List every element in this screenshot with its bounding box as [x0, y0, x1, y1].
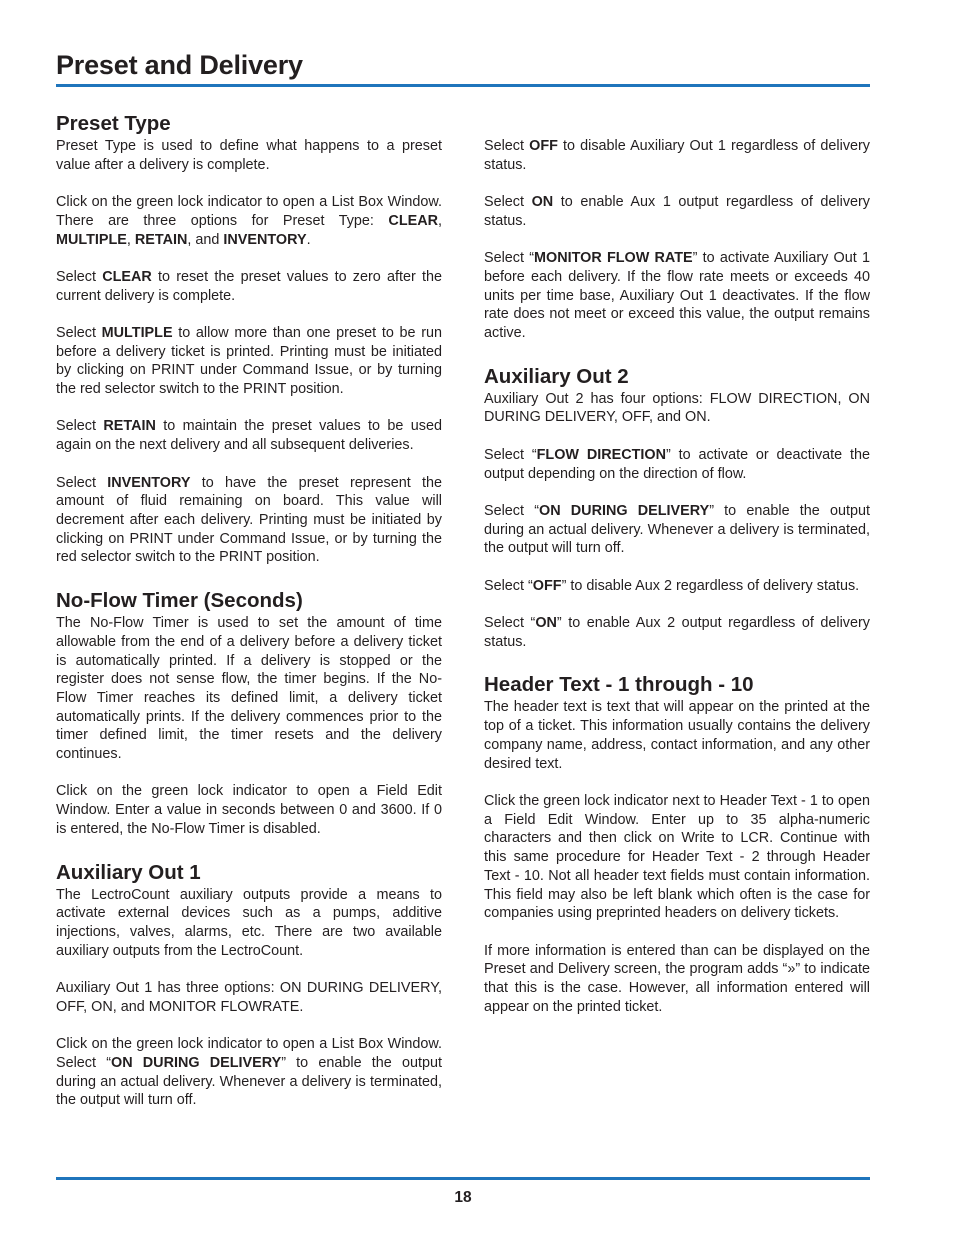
- aux2-heading: Auxiliary Out 2: [484, 364, 629, 388]
- no-flow-heading: No-Flow Timer (Seconds): [56, 589, 303, 613]
- no-flow-p2: Click on the green lock indicator to open a Field Edit Window. Enter a value in seconds between 0 and 3600. If 0 is entered, the No-Flow Timer is disabled.: [56, 783, 442, 837]
- aux2-off: Select “OFF” to disable Aux 2 regardless of delivery status.: [484, 577, 860, 594]
- title-rule: [56, 84, 870, 87]
- preset-type-multiple: Select MULTIPLE to allow more than one preset to be run before a delivery ticket is printed. Printing must be initiated by clicking on PRINT under Command Issue, or by turning the red selector switch to the PRINT position.: [56, 324, 442, 398]
- aux1-heading: Auxiliary Out 1: [56, 860, 201, 884]
- preset-type-retain: Select RETAIN to maintain the preset values to be used again on the next delivery and all subsequent deliveries.: [56, 418, 442, 454]
- left-column: [56, 110, 442, 1129]
- footer-rule: [56, 1177, 870, 1180]
- header-text-p3: If more information is entered than can be displayed on the Preset and Delivery screen, the program adds “»” to indicate that this is the case. However, all information entered will appear on the printed ticket.: [484, 942, 870, 1015]
- aux1-on: Select ON to enable Aux 1 output regardless of delivery status.: [484, 194, 871, 229]
- aux1-p3: Click on the green lock indicator to open a List Box Window. Select “ON DURING DELIVERY” to enable the output during an actual delivery. Whenever a delivery is terminated, the output will turn off.: [56, 1036, 443, 1109]
- page-number: 18: [454, 1189, 472, 1206]
- aux1-monitor: Select “MONITOR FLOW RATE” to activate Auxiliary Out 1 before each delivery. If the flow rate meets or exceeds 40 units per time base, Auxiliary Out 1 deactivates. If the flow rate does not meet or exceed this value, the output remains active.: [484, 250, 870, 341]
- header-text-p1: The header text is text that will appear on the printed at the top of a ticket. This information usually contains the delivery company name, address, contact information, and any other desired text.: [484, 699, 870, 772]
- right-column: [484, 137, 870, 1035]
- header-text-p2: Click the green lock indicator next to Header Text - 1 to open a Field Edit Window. Enter up to 35 alpha-numeric characters and then click on Write to LCR. Continue with this same procedure for Header Text - 2 through Header Text - 10. Not all header text fields must contain information. This field may also be left blank which often is the case for companies using preprinted headers on delivery tickets.: [484, 792, 870, 922]
- aux2-flow-direction: Select “FLOW DIRECTION” to activate or deactivate the output depending on the direction of flow.: [484, 446, 870, 482]
- aux1-off: Select OFF to disable Auxiliary Out 1 regardless of delivery status.: [484, 138, 871, 173]
- preset-type-clear: Select CLEAR to reset the preset values to zero after the current delivery is complete.: [56, 268, 442, 304]
- aux2-on: Select “ON” to enable Aux 2 output regardless of delivery status.: [484, 615, 870, 650]
- preset-type-options: Click on the green lock indicator to open a List Box Window. There are three options for Preset Type: CLEAR, MULTIPLE, RETAIN, and INVENTORY.: [56, 194, 442, 248]
- page-title: Preset and Delivery: [56, 50, 303, 80]
- preset-type-heading: Preset Type: [56, 112, 171, 135]
- aux1-p2: Auxiliary Out 1 has three options: ON DURING DELIVERY, OFF, ON, and MONITOR FLOWRATE.: [56, 980, 442, 1015]
- no-flow-p1: The No-Flow Timer is used to set the amount of time allowable from the end of a delivery before a delivery ticket is automatically printed. If a delivery is stopped or the register does not sense flow, the timer begins. If the No-Flow Timer reaches its defined limit, a delivery ticket automatically prints. If the delivery commences prior to the timer defined limit, the timer resets and the delivery continues.: [56, 615, 442, 763]
- preset-type-intro: Preset Type is used to define what happens to a preset value after a delivery is complete.: [56, 138, 442, 173]
- preset-type-inventory: Select INVENTORY to have the preset represent the amount of fluid remaining on board. This value will decrement after each delivery. Printing must be initiated by clicking on PRINT under Command Issue, or by turning the red selector switch to the PRINT position.: [56, 474, 443, 566]
- aux1-p1: The LectroCount auxiliary outputs provide a means to activate external devices such as a pumps, additive injections, valves, alarms, etc. There are two available auxiliary outputs from the LectroCount.: [56, 886, 442, 959]
- aux2-on-during: Select “ON DURING DELIVERY” to enable the output during an actual delivery. Whenever a delivery is terminated, the output will turn off.: [484, 502, 871, 557]
- aux2-p1: Auxiliary Out 2 has four options: FLOW DIRECTION, ON DURING DELIVERY, OFF, and ON.: [484, 390, 870, 426]
- header-text-heading: Header Text - 1 through - 10: [484, 673, 754, 697]
